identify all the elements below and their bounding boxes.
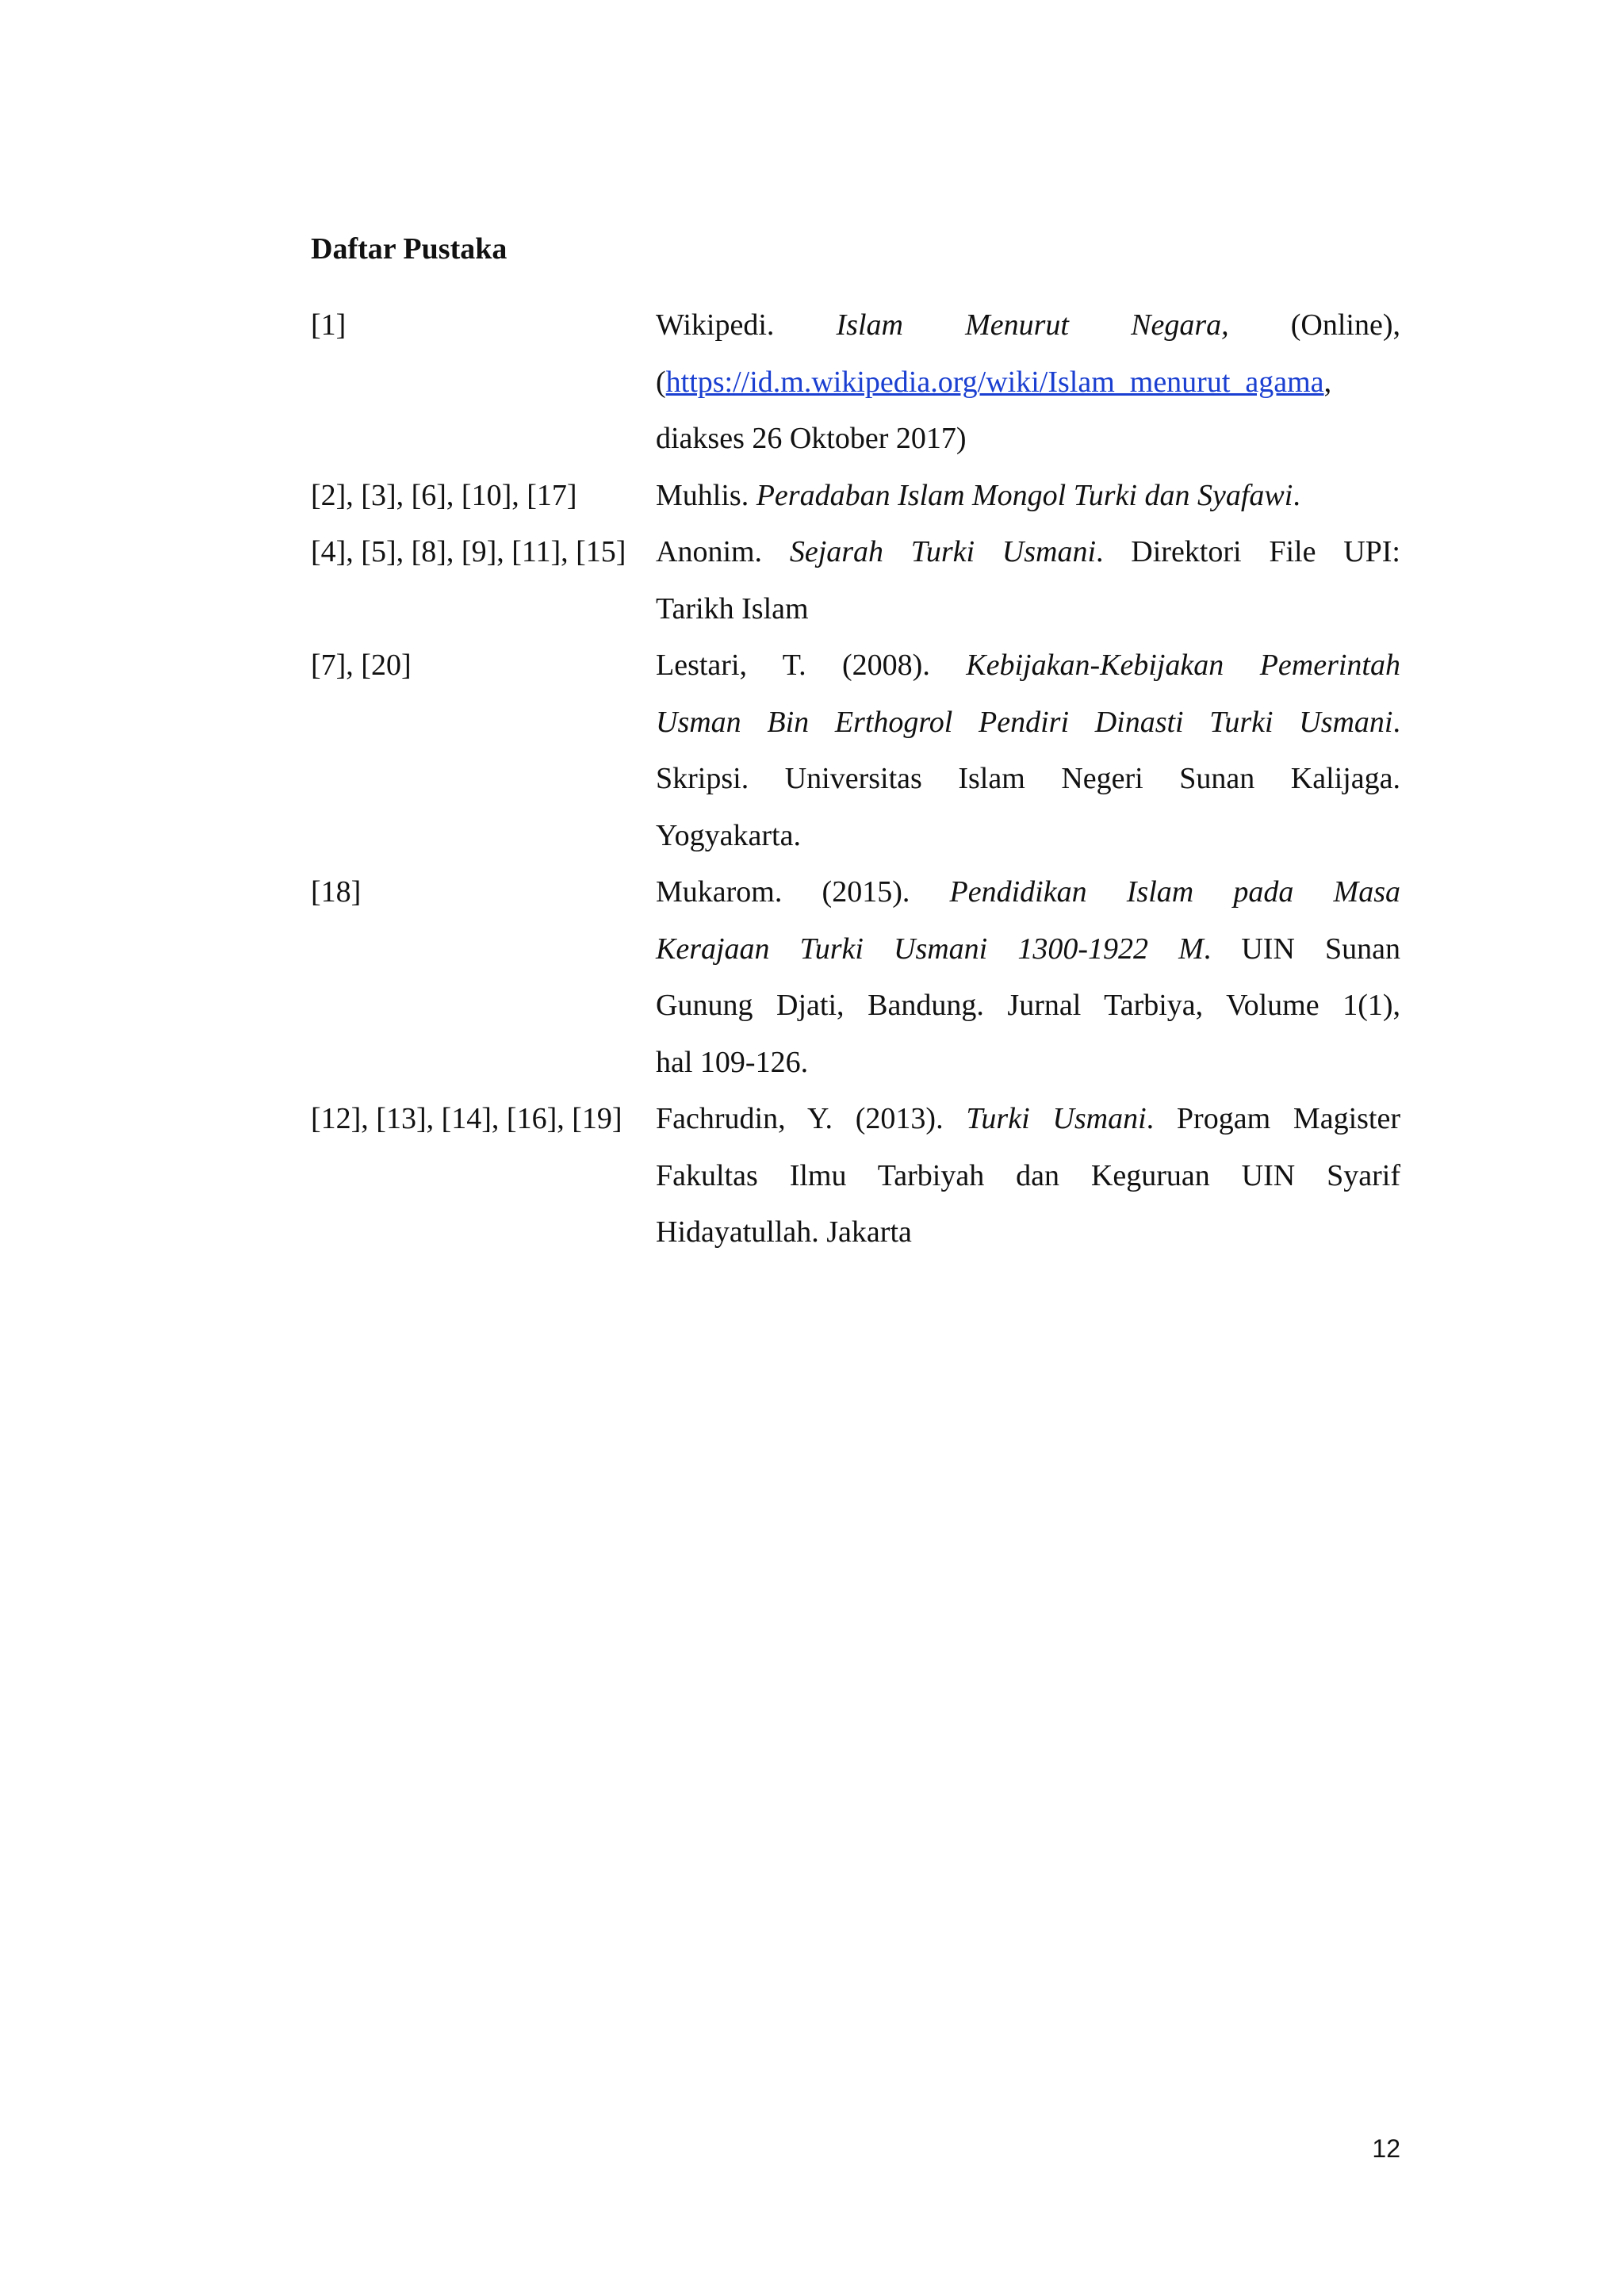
reference-citation — [656, 468, 1400, 525]
citation-line — [656, 354, 1400, 411]
citation-line — [656, 524, 1400, 581]
reference-link[interactable]: https://id.m.wikipedia.org/wiki/Islam_menurut_agama — [665, 365, 1324, 399]
citation-text: Hidayatullah. Jakarta — [656, 1215, 912, 1249]
citation-line — [656, 468, 1400, 525]
citation-text: diakses 26 Oktober 2017) — [656, 422, 967, 455]
reference-entry — [311, 297, 1400, 468]
citation-text: Muhlis. — [656, 478, 756, 512]
citation-line — [656, 808, 1400, 865]
page-heading: Daftar Pustaka — [311, 232, 508, 266]
reference-entry — [311, 468, 1400, 525]
citation-text: Lestari, T. (2008). — [656, 649, 967, 682]
page-number: 12 — [1372, 2134, 1400, 2163]
citation-line — [656, 297, 1400, 354]
citation-text: Fakultas Ilmu Tarbiyah dan Keguruan UIN Syarif — [656, 1158, 1400, 1192]
citation-text: , — [1323, 365, 1332, 399]
citation-text: . UIN Sunan — [1203, 932, 1400, 966]
citation-title: Islam Menurut Negara, — [836, 308, 1229, 342]
reference-citation — [656, 864, 1400, 1091]
reference-entry — [311, 524, 1400, 637]
reference-entry — [311, 1091, 1400, 1261]
citation-title: Kerajaan Turki Usmani 1300-1922 M — [656, 932, 1204, 966]
reference-keys: [2], [3], [6], [10], [17] — [311, 478, 577, 512]
citation-text: Fachrudin, Y. (2013). — [656, 1102, 967, 1135]
citation-title: Pendidikan Islam pada Masa — [949, 875, 1400, 909]
citation-line — [656, 1091, 1400, 1148]
reference-list — [311, 297, 1400, 1261]
citation-line — [656, 695, 1400, 752]
citation-text: (Online), — [1228, 308, 1400, 342]
reference-citation — [656, 297, 1400, 468]
reference-entry — [311, 864, 1400, 1091]
citation-title: Kebijakan-Kebijakan Pemerintah — [966, 649, 1400, 682]
citation-text: Skripsi. Universitas Islam Negeri Sunan Kalijaga. — [656, 762, 1400, 795]
citation-text: Tarikh Islam — [656, 591, 809, 626]
citation-text: . — [1392, 705, 1400, 739]
citation-title: Peradaban Islam Mongol Turki dan Syafawi — [756, 478, 1293, 512]
citation-text: . — [1293, 478, 1300, 512]
citation-line — [656, 581, 1400, 638]
citation-title: Usman Bin Erthogrol Pendiri Dinasti Turki Usmani — [656, 705, 1393, 739]
citation-text: . Progam Magister — [1146, 1102, 1400, 1135]
citation-line — [656, 1148, 1400, 1205]
citation-text: Wikipedi. — [656, 308, 837, 342]
citation-title: Sejarah Turki Usmani — [789, 535, 1097, 568]
reference-keys: [12], [13], [14], [16], [19] — [311, 1102, 622, 1135]
citation-line — [656, 411, 1400, 468]
reference-citation — [656, 637, 1400, 864]
citation-text: . Direktori File UPI: — [1096, 535, 1400, 568]
citation-text: Yogyakarta. — [656, 818, 801, 852]
citation-line — [656, 864, 1400, 921]
citation-line — [656, 921, 1400, 978]
citation-text: Mukarom. (2015). — [656, 875, 950, 909]
reference-keys: [18] — [311, 875, 362, 909]
citation-text: Gunung Djati, Bandung. Jurnal Tarbiya, Volume 1(1), — [656, 989, 1400, 1022]
reference-entry — [311, 637, 1400, 864]
citation-line — [656, 751, 1400, 808]
reference-keys: [7], [20] — [311, 649, 412, 682]
reference-keys: [4], [5], [8], [9], [11], [15] — [311, 535, 626, 568]
reference-citation — [656, 524, 1400, 637]
citation-line — [656, 1204, 1400, 1261]
citation-text: hal 109-126. — [656, 1045, 809, 1079]
citation-line — [656, 1035, 1400, 1092]
citation-text: ( — [656, 365, 666, 399]
citation-line — [656, 978, 1400, 1035]
citation-title: Turki Usmani — [966, 1102, 1147, 1135]
citation-line — [656, 637, 1400, 695]
citation-text: Anonim. — [656, 535, 790, 568]
reference-keys: [1] — [311, 308, 347, 342]
reference-citation — [656, 1091, 1400, 1261]
